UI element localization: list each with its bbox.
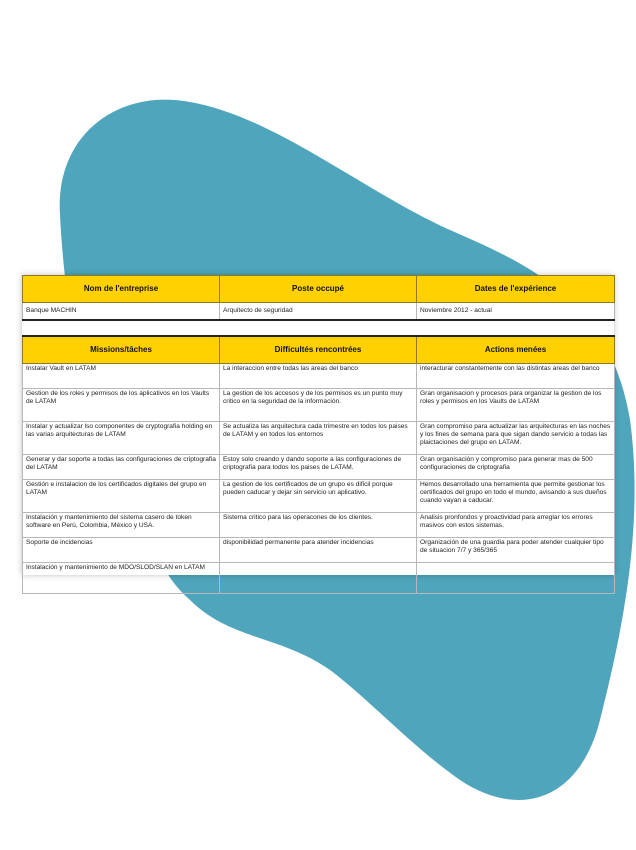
action-cell: Gran compromiso para actualizar las arquitecturas en las noches y los fines de semana para que sigan dando servicio a todas las plaictaciones del grupo en LATAM. <box>417 422 615 455</box>
action-cell: Hemos desarrollado una herramienta que permite gestionar los certificados del grupo en todo el mundo, avisando a sus dueños cuando vayan a caducar. <box>417 480 615 513</box>
difficulty-cell: La gestion de los accesos y de los permisos es un punto muy critico en la seguridad de la información. <box>220 389 417 422</box>
table-row <box>23 513 615 538</box>
header-actions: Actions menées <box>417 336 615 364</box>
mission-cell: Instalación y mantenimiento del sistema casero de token software en Perú, Colombia, México y USA. <box>23 513 220 538</box>
difficulty-cell: Se actualiza las arquitectura cada trimestre en todos los paises de LATAM y en todos los entornos <box>220 422 417 455</box>
action-cell: Gran organisación y compromiso para generar mas de 500 configuraciones de criptografia <box>417 455 615 480</box>
header-row-1 <box>23 276 615 303</box>
mission-cell: Gestion de los roles y permisos de los aplicativos en los Vaults de LATAM <box>23 389 220 422</box>
mission-cell: Gestión e instalacion de los certificados digitales del grupo en LATAM <box>23 480 220 513</box>
difficulty-cell: La gestion de los certificados de un grupo es dificil porque pueden caducar y dejar sin servicio un aplicativo. <box>220 480 417 513</box>
action-cell: Gran organisacion y procesos para organizar la gestion de los roles y permisos en los Vaults de LATAM <box>417 389 615 422</box>
table-row <box>23 563 615 594</box>
action-cell: interacturar constantemente con las distintas areas del banco <box>417 364 615 389</box>
table-row <box>23 538 615 563</box>
header-position: Poste occupé <box>220 276 417 303</box>
action-cell <box>417 563 615 594</box>
header-missions: Missions/tâches <box>23 336 220 364</box>
table-row <box>23 364 615 389</box>
action-cell: Organización de una guardia para poder atender cualquier tipo de situacion 7/7 y 365/365 <box>417 538 615 563</box>
difficulty-cell: Sistema critico para las operacones de los clientes. <box>220 513 417 538</box>
mission-cell: Instalar y actualizar lso componentes de cryptografia holding en las varias arquitecturas de LATAM <box>23 422 220 455</box>
table-row <box>23 455 615 480</box>
table-row <box>23 389 615 422</box>
difficulty-cell: La interaccion entre todas las areas del banco <box>220 364 417 389</box>
experience-sheet <box>22 275 614 575</box>
info-position: Arquitecto de seguridad <box>220 303 417 321</box>
difficulty-cell: Estoy solo creando y dando soporte a las configuraciones de criptografia para todos los paises de LATAM. <box>220 455 417 480</box>
info-row <box>23 303 615 321</box>
mission-cell: Generar y dar soporte a todas las configuraciones de criptografia del LATAM <box>23 455 220 480</box>
header-row-2 <box>23 336 615 364</box>
info-dates: Noviembre 2012 - actual <box>417 303 615 321</box>
mission-cell: Instalar Vault en LATAM <box>23 364 220 389</box>
difficulty-cell: disponibilidad permanente para atender incidencias <box>220 538 417 563</box>
mission-cell: Soporte de incidencias <box>23 538 220 563</box>
table-row <box>23 480 615 513</box>
mission-cell: Instalación y mantenimiento de MDO/SLOD/SLAN en LATAM <box>23 563 220 594</box>
action-cell: Analisis pronfondos y proactividad para arreglar los errores masivos con estos sistemas. <box>417 513 615 538</box>
difficulty-cell <box>220 563 417 594</box>
spacer-row <box>23 320 615 336</box>
info-company: Banque MACHIN <box>23 303 220 321</box>
header-company: Nom de l'entreprise <box>23 276 220 303</box>
table-row <box>23 422 615 455</box>
header-dates: Dates de l'expérience <box>417 276 615 303</box>
experience-table <box>22 275 615 594</box>
header-difficulties: Difficultés rencontrées <box>220 336 417 364</box>
